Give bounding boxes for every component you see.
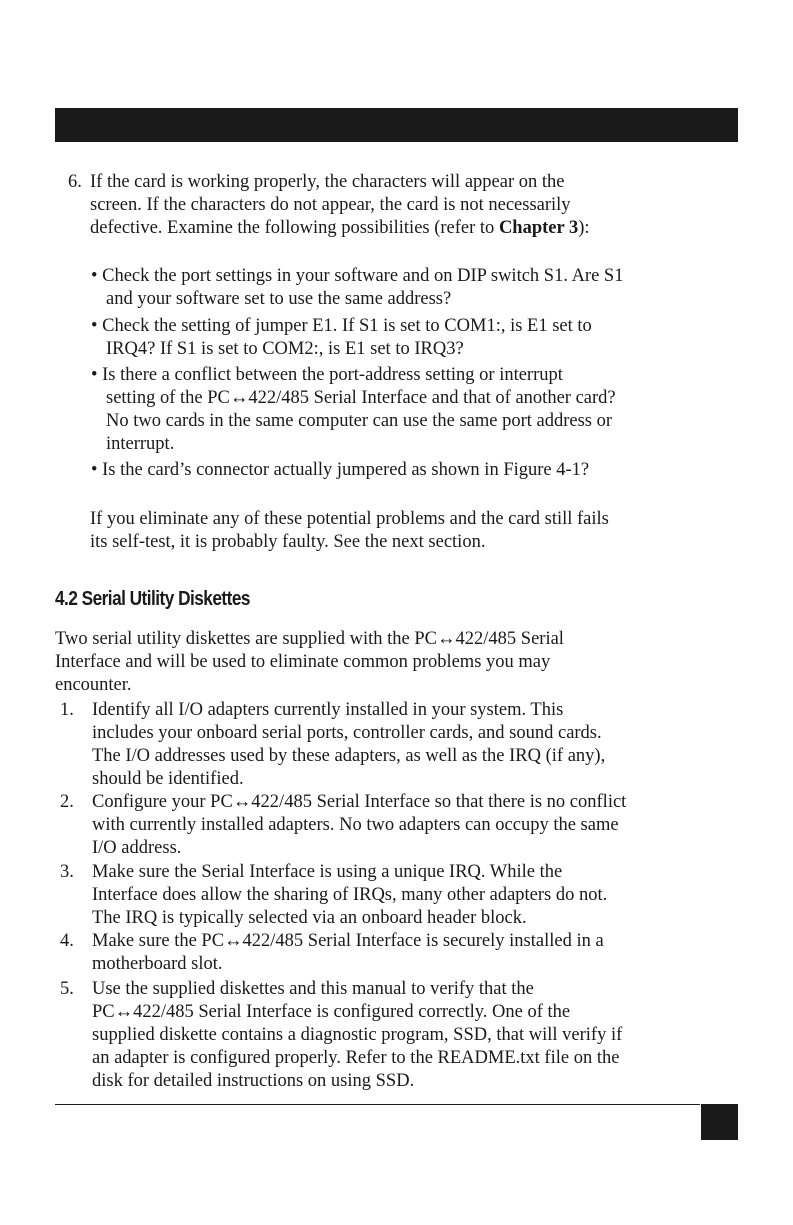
section-heading: 4.2 Serial Utility Diskettes	[55, 588, 250, 610]
step-line: Identify all I/O adapters currently installed in your system. This	[92, 700, 564, 720]
bullet-line: • Check the port settings in your software and on DIP switch S1. Are S1	[91, 266, 624, 286]
step-line: Make sure the Serial Interface is using a unique IRQ. While the	[92, 862, 563, 882]
bullet-line: • Is the card’s connector actually jumpered as shown in Figure 4-1?	[91, 460, 590, 480]
step-number: 1.	[60, 700, 74, 720]
step-line: PC↔422/485 Serial Interface is configured correctly. One of the	[92, 1002, 571, 1022]
closing-line: If you eliminate any of these potential problems and the card still fails	[90, 509, 609, 529]
chapter-reference: Chapter 3	[498, 218, 579, 238]
step-line: an adapter is configured properly. Refer to the README.txt file on the	[92, 1048, 620, 1068]
header-bar	[55, 108, 738, 142]
bullet-line: and your software set to use the same address?	[106, 289, 452, 309]
step-line: Interface does allow the sharing of IRQs, many other adapters do not.	[92, 885, 608, 905]
bullet-line: • Check the setting of jumper E1. If S1 is set to COM1:, is E1 set to	[91, 316, 592, 336]
bullet-line: interrupt.	[106, 434, 175, 454]
footer-page-tab	[701, 1104, 738, 1140]
step-line: includes your onboard serial ports, controller cards, and sound cards.	[92, 723, 602, 743]
intro-line: encounter.	[55, 675, 132, 695]
step-line: I/O address.	[92, 838, 182, 858]
step-number: 4.	[60, 931, 74, 951]
step-line: disk for detailed instructions on using SSD.	[92, 1071, 415, 1091]
step-line: The IRQ is typically selected via an onboard header block.	[92, 908, 527, 928]
step6-line: defective. Examine the following possibilities (refer to Chapter 3):	[90, 218, 590, 238]
closing-line: its self-test, it is probably faulty. See the next section.	[90, 532, 486, 552]
step-number: 2.	[60, 792, 74, 812]
step-line: supplied diskette contains a diagnostic program, SSD, that will verify if	[92, 1025, 623, 1045]
step-line: Use the supplied diskettes and this manual to verify that the	[92, 979, 534, 999]
step6-number: 6.	[68, 172, 82, 192]
step-line: with currently installed adapters. No two adapters can occupy the same	[92, 815, 619, 835]
footer-rule	[55, 1104, 700, 1105]
step-line: Configure your PC↔422/485 Serial Interface so that there is no conflict	[92, 792, 627, 812]
step6-line: If the card is working properly, the characters will appear on the	[90, 172, 565, 192]
bullet-line: No two cards in the same computer can use the same port address or	[106, 411, 613, 431]
bullet-line: IRQ4? If S1 is set to COM2:, is E1 set to IRQ3?	[106, 339, 464, 359]
step-line: The I/O addresses used by these adapters, as well as the IRQ (if any),	[92, 746, 606, 766]
intro-line: Two serial utility diskettes are supplied with the PC↔422/485 Serial	[55, 629, 564, 649]
step-number: 5.	[60, 979, 74, 999]
step-line: Make sure the PC↔422/485 Serial Interface is securely installed in a	[92, 931, 604, 951]
step6-line: screen. If the characters do not appear, the card is not necessarily	[90, 195, 571, 215]
bullet-line: • Is there a conflict between the port-address setting or interrupt	[91, 365, 563, 385]
step-number: 3.	[60, 862, 74, 882]
bullet-line: setting of the PC↔422/485 Serial Interface and that of another card?	[106, 388, 616, 408]
step-line: motherboard slot.	[92, 954, 223, 974]
step-line: should be identified.	[92, 769, 244, 789]
intro-line: Interface and will be used to eliminate common problems you may	[55, 652, 551, 672]
